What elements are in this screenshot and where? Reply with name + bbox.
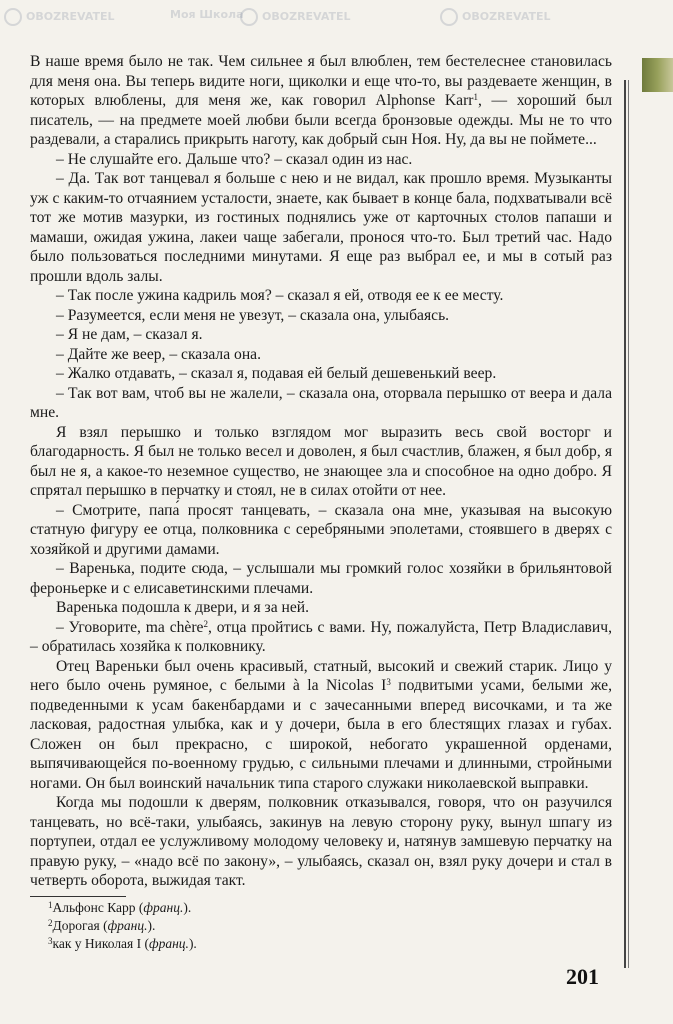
footnote-end: ). xyxy=(147,918,156,933)
paragraph xyxy=(30,169,612,286)
paragraph xyxy=(30,501,612,560)
paragraph-text: – Так вот вам, чтоб вы не жалели, – сказала она, оторвала перышко от веера и дала мне. xyxy=(30,384,612,421)
paragraph-text: – Варенька, подите сюда, – услышали мы громкий голос хозяйки в брильянтовой фероньерке и с елисаветинскими плечами. xyxy=(30,560,612,597)
watermark-logo-icon xyxy=(4,8,22,26)
paragraph-text: – Так после ужина кадриль моя? – сказал я ей, отводя ее к ее месту. xyxy=(56,287,504,304)
footnote-end: ). xyxy=(188,936,197,951)
footnote-divider xyxy=(30,896,126,897)
footnote-ref: 2 xyxy=(203,618,208,629)
paragraph-text: – Дайте же веер, – сказала она. xyxy=(56,345,261,363)
paragraph-text: – Да. Так вот танцевал я больше с нею и не видал, как прошло время. Музыканты уж с каким-то отчаянием усталости, знаете, как бывает в конце бала, подхватывали всё тот же мотив мазурки, из гостиных поднялись уже от карточных столов папаши и мамаши, ожидая ужина, лакеи чаще забегали, пронося что-то. Был третий час. Надо было пользоваться последними минутами. Я еще раз выбрал ее, и мы в сотый раз прошли вдоль залы. xyxy=(30,170,612,285)
paragraph xyxy=(30,559,612,598)
footnote xyxy=(48,899,448,917)
paragraph xyxy=(30,150,612,170)
story-text xyxy=(30,52,612,891)
watermark: OBOZREVATEL xyxy=(4,8,115,26)
footnote-number: 3 xyxy=(48,936,53,946)
paragraph-text: В наше время было не так. Чем сильнее я был влюблен, тем бестелеснее становилась для меня она. Вы теперь видите ноги, щиколки и еще что-то, вы раздеваете женщин, в которых влюблены, для меня же, как говорил Alphonse Karr xyxy=(30,53,612,109)
footnote-text: Дорогая ( xyxy=(52,918,108,933)
footnotes xyxy=(48,899,448,953)
paragraph-text: Отец Вареньки был очень красивый, статный, высокий и свежий старик. Лицо у него было очень румяное, с белыми à la Nicolas I xyxy=(30,657,612,694)
paragraph-text: Варенька подошла к двери, и я за ней. xyxy=(56,599,310,616)
watermark-logo-icon xyxy=(240,8,258,26)
footnote-lang: франц. xyxy=(107,918,148,933)
page-number: 201 xyxy=(566,964,599,989)
paragraph xyxy=(30,306,612,326)
paragraph-text-tail: , — хороший был писатель, — на предмете моей любви были всегда бронзовые одежды. Мы не то что раздевали, а старались прикрыть наготу, как добрый сын Ноя. Ну, да вы не поймете... xyxy=(30,92,613,148)
paragraph-text: – Не слушайте его. Дальше что? – сказал один из нас. xyxy=(56,150,413,168)
paragraph-text: – Разумеется, если меня не увезут, – сказала она, улыбаясь. xyxy=(56,306,450,324)
section-tab xyxy=(642,58,673,92)
paragraph xyxy=(30,364,612,384)
paragraph xyxy=(30,286,612,306)
paragraph xyxy=(30,423,612,501)
paragraph xyxy=(30,384,612,423)
footnote-text: как у Николая I ( xyxy=(52,936,150,951)
paragraph-text: Я взял перышко и только взглядом мог выразить весь свой восторг и благодарность. Я был не только весел и доволен, я был счастлив, блажен, я был добр, я был не я, а какое-то неземное существо, не знающее зла и способное на одно добро. Я спрятал перышко в перчатку и стоял, не в силах отойти от нее. xyxy=(30,423,612,499)
watermark-logo-icon xyxy=(440,8,458,26)
paragraph xyxy=(30,325,612,345)
footnote-ref: 3 xyxy=(386,677,391,687)
watermark: OBOZREVATEL xyxy=(240,8,351,26)
paragraph xyxy=(30,598,612,618)
paragraph-text: – Я не дам, – сказал я. xyxy=(56,326,203,343)
footnote-lang: франц. xyxy=(143,900,184,915)
footnote xyxy=(48,917,448,935)
margin-rule xyxy=(624,80,626,968)
paragraph-text-tail: , отца пройтись с вами. Ну, пожалуйста, Петр Владиславич, – обратилась хозяйка к полковнику. xyxy=(30,618,612,655)
footnote-number: 2 xyxy=(48,918,53,928)
paragraph-text: – Смотрите, папа́ просят танцевать, – сказала она мне, указывая на высокую статную фигуру ее отца, полковника с серебряными эполетами, стоявшего в дверях с хозяйкой и другими дамами. xyxy=(30,501,612,558)
watermark: Моя Школа xyxy=(170,8,244,21)
paragraph-text-tail: подвитыми усами, белыми же, подведенными к усам бакенбардами и с зачесанными вперед височками, и та же ласковая, радостная улыбка, как и у дочери, была в его блестящих глазах и губах. Сложен он был прекрасно, с широкой, небогато украшенной орденами, выпячивающейся по-военному грудью, с сильными плечами и длинными, стройными ногами. Он был воинский начальник типа старого служаки николаевской выправки. xyxy=(30,677,612,792)
footnote-number: 1 xyxy=(48,900,53,910)
paragraph xyxy=(30,52,612,150)
footnote xyxy=(48,935,448,953)
paragraph xyxy=(30,618,612,657)
paragraph-text: – Жалко отдавать, – сказал я, подавая ей белый дешевенький веер. xyxy=(56,365,497,382)
watermark: OBOZREVATEL xyxy=(440,8,551,26)
margin-rule-thin xyxy=(628,80,629,968)
footnote-end: ). xyxy=(183,900,192,915)
footnote-lang: франц. xyxy=(149,936,189,951)
paragraph-text: Когда мы подошли к дверям, полковник отказывался, говоря, что он разучился танцевать, но всё-таки, улыбаясь, закинув на левую сторону руку, вынул шпагу из портупеи, отдал ее услужливому молодому человеку и, натянув замшевую перчатку на правую руку, – «надо всё по закону», – улыбаясь, сказал он, взял руку дочери и стал в четверть оборота, выжидая такт. xyxy=(30,794,612,889)
footnote-text: Альфонс Карр ( xyxy=(52,900,144,915)
paragraph xyxy=(30,657,612,794)
paragraph xyxy=(30,793,612,891)
paragraph-text: – Уговорите, ma chère xyxy=(56,618,204,636)
paragraph xyxy=(30,345,612,365)
footnote-ref: 1 xyxy=(473,92,478,102)
